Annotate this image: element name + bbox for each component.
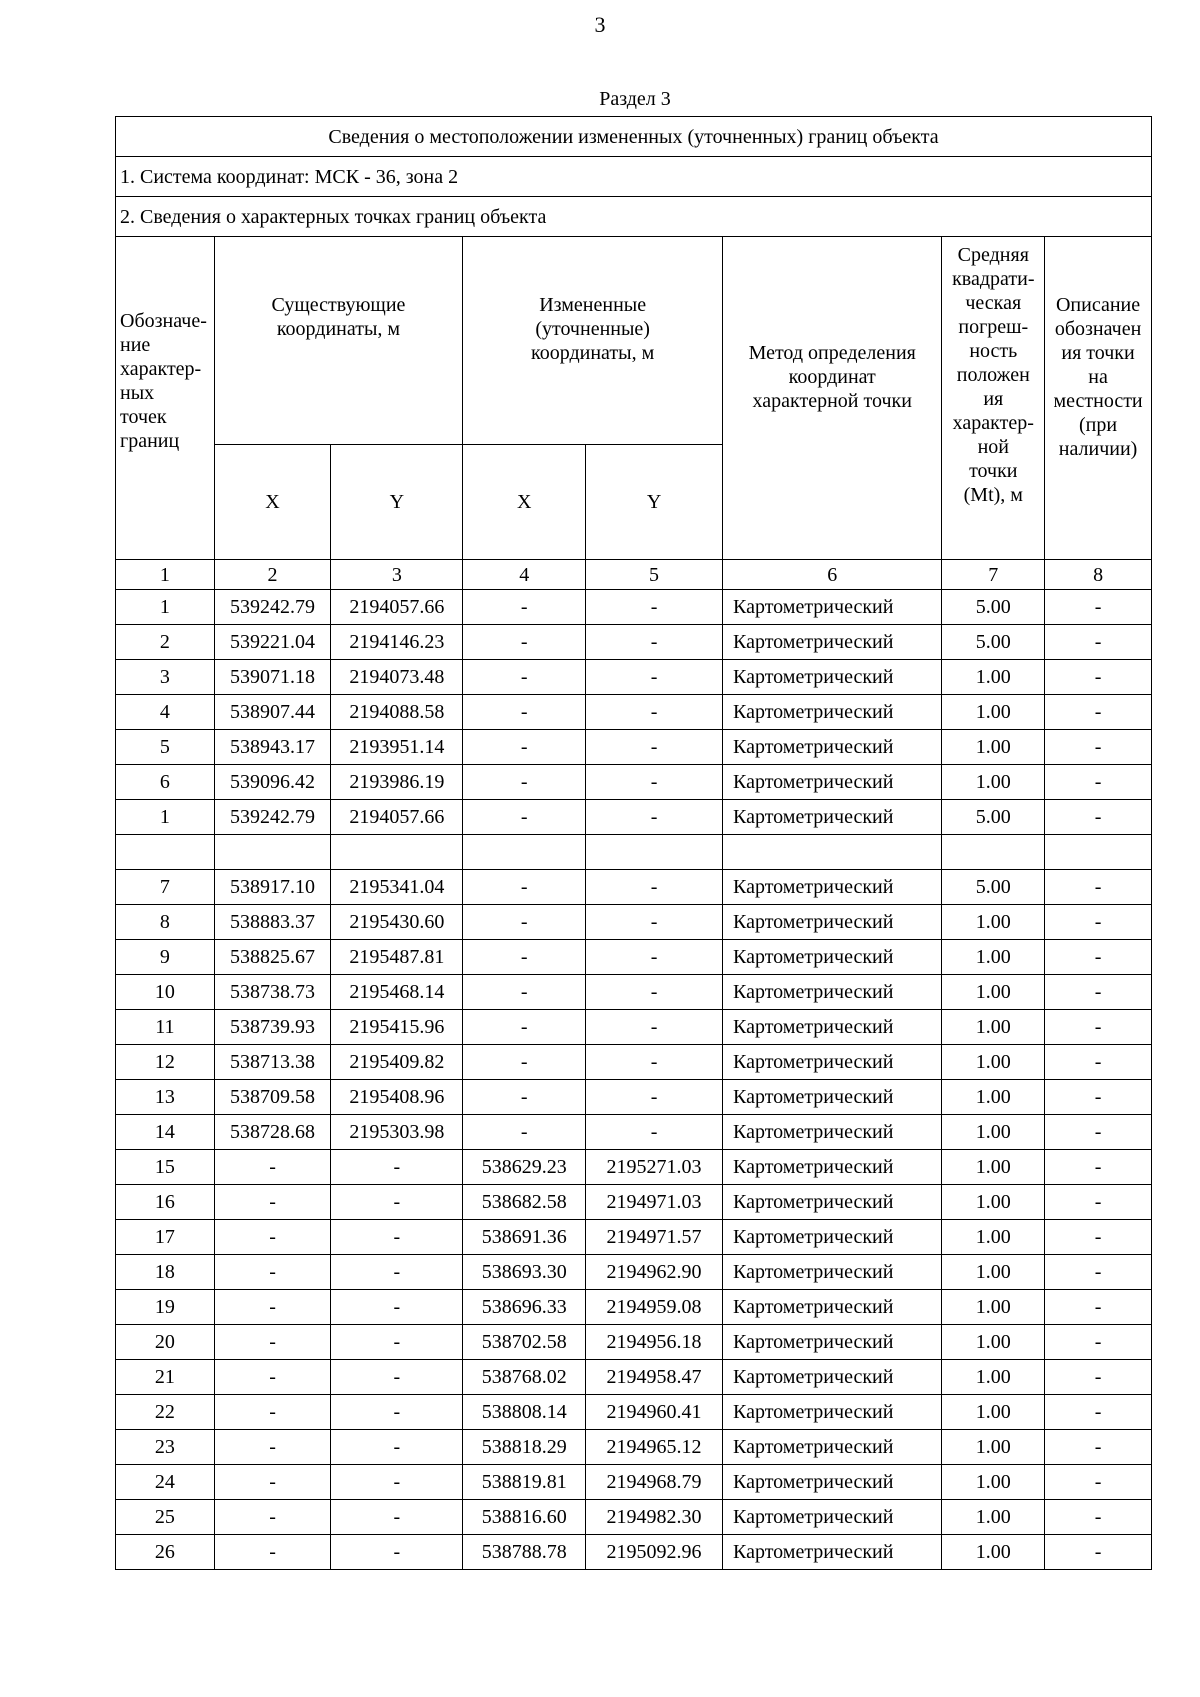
cell-changed-y: - bbox=[586, 695, 723, 730]
cell-existing-x: 539096.42 bbox=[214, 765, 331, 800]
column-number: 8 bbox=[1045, 560, 1152, 590]
cell-changed-y: - bbox=[586, 765, 723, 800]
column-number: 2 bbox=[214, 560, 331, 590]
cell-existing-y: 2195487.81 bbox=[331, 940, 463, 975]
cell-changed-x: 538788.78 bbox=[463, 1535, 586, 1570]
table-row bbox=[116, 1465, 1152, 1500]
cell-accuracy: 1.00 bbox=[942, 940, 1045, 975]
cell-accuracy: 1.00 bbox=[942, 1535, 1045, 1570]
table-title: Сведения о местоположении измененных (уточненных) границ объекта bbox=[116, 117, 1152, 157]
cell-accuracy: 1.00 bbox=[942, 1290, 1045, 1325]
cell-changed-y: - bbox=[586, 975, 723, 1010]
cell-existing-y: 2194057.66 bbox=[331, 800, 463, 835]
cell-existing-x: 538709.58 bbox=[214, 1080, 331, 1115]
cell-changed-y: 2195271.03 bbox=[586, 1150, 723, 1185]
header-method: Метод определения координат характерной точки bbox=[723, 237, 942, 560]
column-numbers-row bbox=[116, 560, 1152, 590]
column-number: 1 bbox=[116, 560, 215, 590]
cell-existing-y: 2195415.96 bbox=[331, 1010, 463, 1045]
cell-accuracy: 1.00 bbox=[942, 1430, 1045, 1465]
cell-point-id: 17 bbox=[116, 1220, 215, 1255]
cell-point-id: 18 bbox=[116, 1255, 215, 1290]
cell-changed-y: - bbox=[586, 1115, 723, 1150]
cell-point-id: 4 bbox=[116, 695, 215, 730]
cell-accuracy: 1.00 bbox=[942, 1465, 1045, 1500]
cell-existing-x: 538917.10 bbox=[214, 870, 331, 905]
cell-changed-y: 2194960.41 bbox=[586, 1395, 723, 1430]
cell-point-id: 23 bbox=[116, 1430, 215, 1465]
cell-description: - bbox=[1045, 1220, 1152, 1255]
header-existing-coordinates: Существующие координаты, м bbox=[214, 237, 463, 445]
cell-changed-x: 538693.30 bbox=[463, 1255, 586, 1290]
coordinate-system: 1. Система координат: МСК - 36, зона 2 bbox=[116, 157, 1152, 197]
cell-accuracy: 1.00 bbox=[942, 695, 1045, 730]
cell-existing-y: 2194073.48 bbox=[331, 660, 463, 695]
cell-existing-x: 538825.67 bbox=[214, 940, 331, 975]
table-row bbox=[116, 660, 1152, 695]
cell-existing-x: - bbox=[214, 1325, 331, 1360]
cell-changed-y: - bbox=[586, 1080, 723, 1115]
cell-existing-x: - bbox=[214, 1290, 331, 1325]
table-row bbox=[116, 1045, 1152, 1080]
cell-description: - bbox=[1045, 660, 1152, 695]
cell-method bbox=[723, 835, 942, 870]
cell-changed-x: 538768.02 bbox=[463, 1360, 586, 1395]
cell-method: Картометрический bbox=[723, 800, 942, 835]
table-row bbox=[116, 1185, 1152, 1220]
cell-description: - bbox=[1045, 870, 1152, 905]
cell-existing-y: - bbox=[331, 1430, 463, 1465]
cell-existing-x: - bbox=[214, 1360, 331, 1395]
column-number: 4 bbox=[463, 560, 586, 590]
cell-accuracy: 1.00 bbox=[942, 1220, 1045, 1255]
cell-description: - bbox=[1045, 1185, 1152, 1220]
cell-method: Картометрический bbox=[723, 1150, 942, 1185]
table-row bbox=[116, 905, 1152, 940]
table-row bbox=[116, 800, 1152, 835]
cell-accuracy: 1.00 bbox=[942, 1500, 1045, 1535]
header-changed-coordinates: Измененные (уточненные) координаты, м bbox=[463, 237, 723, 445]
cell-accuracy: 5.00 bbox=[942, 625, 1045, 660]
cell-existing-y: 2195409.82 bbox=[331, 1045, 463, 1080]
table-row bbox=[116, 1080, 1152, 1115]
header-point-designation: Обозначе- ние характер- ных точек границ bbox=[116, 237, 215, 560]
column-number: 7 bbox=[942, 560, 1045, 590]
column-number: 3 bbox=[331, 560, 463, 590]
cell-changed-x: - bbox=[463, 625, 586, 660]
cell-accuracy: 5.00 bbox=[942, 870, 1045, 905]
cell-method: Картометрический bbox=[723, 695, 942, 730]
cell-point-id: 9 bbox=[116, 940, 215, 975]
cell-description: - bbox=[1045, 765, 1152, 800]
table-row bbox=[116, 1500, 1152, 1535]
cell-method: Картометрический bbox=[723, 940, 942, 975]
cell-method: Картометрический bbox=[723, 1185, 942, 1220]
cell-existing-y: 2195303.98 bbox=[331, 1115, 463, 1150]
cell-description: - bbox=[1045, 1150, 1152, 1185]
cell-changed-y: - bbox=[586, 625, 723, 660]
table-row bbox=[116, 870, 1152, 905]
table-row bbox=[116, 835, 1152, 870]
cell-existing-x: 539221.04 bbox=[214, 625, 331, 660]
cell-changed-y: 2194959.08 bbox=[586, 1290, 723, 1325]
cell-changed-y: - bbox=[586, 1045, 723, 1080]
cell-existing-y: 2195430.60 bbox=[331, 905, 463, 940]
table-row bbox=[116, 765, 1152, 800]
cell-description: - bbox=[1045, 695, 1152, 730]
cell-existing-y: - bbox=[331, 1255, 463, 1290]
cell-existing-x: - bbox=[214, 1150, 331, 1185]
boundary-points-table bbox=[115, 116, 1152, 1570]
cell-changed-x: 538629.23 bbox=[463, 1150, 586, 1185]
cell-existing-x: 538943.17 bbox=[214, 730, 331, 765]
cell-method: Картометрический bbox=[723, 1115, 942, 1150]
header-accuracy: Средняя квадрати- ческая погреш- ность положен ия характер- ной точки (Mt), м bbox=[942, 237, 1045, 560]
cell-method: Картометрический bbox=[723, 905, 942, 940]
cell-point-id: 8 bbox=[116, 905, 215, 940]
cell-point-id: 12 bbox=[116, 1045, 215, 1080]
table-row bbox=[116, 695, 1152, 730]
cell-existing-x: 539242.79 bbox=[214, 800, 331, 835]
cell-method: Картометрический bbox=[723, 730, 942, 765]
header-existing-x: X bbox=[214, 445, 331, 560]
header-existing-y: Y bbox=[331, 445, 463, 560]
table-row bbox=[116, 625, 1152, 660]
cell-description: - bbox=[1045, 625, 1152, 660]
cell-accuracy: 5.00 bbox=[942, 800, 1045, 835]
cell-changed-x: 538702.58 bbox=[463, 1325, 586, 1360]
cell-changed-y: - bbox=[586, 730, 723, 765]
table-row bbox=[116, 1290, 1152, 1325]
cell-method: Картометрический bbox=[723, 1465, 942, 1500]
table-row bbox=[116, 1430, 1152, 1465]
cell-changed-x: 538682.58 bbox=[463, 1185, 586, 1220]
cell-method: Картометрический bbox=[723, 765, 942, 800]
cell-description: - bbox=[1045, 1360, 1152, 1395]
cell-accuracy: 1.00 bbox=[942, 1150, 1045, 1185]
cell-changed-y: - bbox=[586, 590, 723, 625]
cell-existing-x: 538907.44 bbox=[214, 695, 331, 730]
cell-method: Картометрический bbox=[723, 1360, 942, 1395]
cell-point-id: 20 bbox=[116, 1325, 215, 1360]
table-row bbox=[116, 1010, 1152, 1045]
cell-point-id: 14 bbox=[116, 1115, 215, 1150]
cell-description: - bbox=[1045, 1395, 1152, 1430]
cell-accuracy: 1.00 bbox=[942, 1255, 1045, 1290]
cell-point-id: 16 bbox=[116, 1185, 215, 1220]
cell-changed-x: - bbox=[463, 940, 586, 975]
cell-existing-x: 538728.68 bbox=[214, 1115, 331, 1150]
cell-changed-x: 538696.33 bbox=[463, 1290, 586, 1325]
header-changed-x: X bbox=[463, 445, 586, 560]
cell-point-id: 7 bbox=[116, 870, 215, 905]
cell-point-id: 6 bbox=[116, 765, 215, 800]
cell-method: Картометрический bbox=[723, 1430, 942, 1465]
cell-changed-x: - bbox=[463, 660, 586, 695]
cell-existing-y: - bbox=[331, 1325, 463, 1360]
cell-changed-y: 2194956.18 bbox=[586, 1325, 723, 1360]
cell-existing-y: 2193986.19 bbox=[331, 765, 463, 800]
cell-method: Картометрический bbox=[723, 625, 942, 660]
cell-existing-y bbox=[331, 835, 463, 870]
cell-description: - bbox=[1045, 590, 1152, 625]
cell-existing-x: - bbox=[214, 1255, 331, 1290]
cell-existing-y: - bbox=[331, 1150, 463, 1185]
cell-description: - bbox=[1045, 1500, 1152, 1535]
cell-changed-x: - bbox=[463, 905, 586, 940]
cell-point-id: 15 bbox=[116, 1150, 215, 1185]
cell-existing-x: 539071.18 bbox=[214, 660, 331, 695]
cell-changed-x: - bbox=[463, 1010, 586, 1045]
cell-changed-y: 2194971.03 bbox=[586, 1185, 723, 1220]
cell-method: Картометрический bbox=[723, 660, 942, 695]
cell-point-id: 26 bbox=[116, 1535, 215, 1570]
section-label: Раздел 3 bbox=[599, 88, 671, 110]
cell-method: Картометрический bbox=[723, 1395, 942, 1430]
cell-point-id: 3 bbox=[116, 660, 215, 695]
cell-accuracy: 1.00 bbox=[942, 765, 1045, 800]
cell-changed-x: 538818.29 bbox=[463, 1430, 586, 1465]
cell-point-id: 1 bbox=[116, 800, 215, 835]
cell-description: - bbox=[1045, 730, 1152, 765]
cell-existing-x: - bbox=[214, 1500, 331, 1535]
table-row bbox=[116, 1395, 1152, 1430]
cell-changed-y: - bbox=[586, 660, 723, 695]
cell-changed-x: - bbox=[463, 1045, 586, 1080]
cell-point-id: 2 bbox=[116, 625, 215, 660]
cell-existing-y: 2194057.66 bbox=[331, 590, 463, 625]
cell-changed-x: - bbox=[463, 730, 586, 765]
cell-accuracy: 1.00 bbox=[942, 1010, 1045, 1045]
cell-description bbox=[1045, 835, 1152, 870]
cell-accuracy: 1.00 bbox=[942, 1325, 1045, 1360]
cell-changed-x: 538816.60 bbox=[463, 1500, 586, 1535]
cell-changed-y: 2194982.30 bbox=[586, 1500, 723, 1535]
points-heading: 2. Сведения о характерных точках границ объекта bbox=[116, 197, 1152, 237]
cell-point-id: 25 bbox=[116, 1500, 215, 1535]
cell-description: - bbox=[1045, 940, 1152, 975]
cell-accuracy: 1.00 bbox=[942, 1360, 1045, 1395]
cell-accuracy: 1.00 bbox=[942, 1045, 1045, 1080]
table-row bbox=[116, 1535, 1152, 1570]
cell-description: - bbox=[1045, 905, 1152, 940]
table-row bbox=[116, 1325, 1152, 1360]
cell-existing-y: 2195408.96 bbox=[331, 1080, 463, 1115]
cell-method: Картометрический bbox=[723, 1220, 942, 1255]
cell-changed-x: 538819.81 bbox=[463, 1465, 586, 1500]
table-row bbox=[116, 940, 1152, 975]
table-row bbox=[116, 1255, 1152, 1290]
cell-method: Картометрический bbox=[723, 870, 942, 905]
cell-method: Картометрический bbox=[723, 590, 942, 625]
cell-existing-y: 2195341.04 bbox=[331, 870, 463, 905]
header-changed-y: Y bbox=[586, 445, 723, 560]
cell-existing-y: - bbox=[331, 1290, 463, 1325]
cell-changed-y: - bbox=[586, 870, 723, 905]
cell-existing-x: - bbox=[214, 1220, 331, 1255]
cell-accuracy: 5.00 bbox=[942, 590, 1045, 625]
cell-accuracy bbox=[942, 835, 1045, 870]
cell-existing-x bbox=[214, 835, 331, 870]
cell-changed-y: 2194965.12 bbox=[586, 1430, 723, 1465]
cell-point-id: 13 bbox=[116, 1080, 215, 1115]
cell-existing-y: 2194088.58 bbox=[331, 695, 463, 730]
cell-description: - bbox=[1045, 1325, 1152, 1360]
cell-existing-y: 2193951.14 bbox=[331, 730, 463, 765]
cell-existing-x: - bbox=[214, 1465, 331, 1500]
cell-description: - bbox=[1045, 1535, 1152, 1570]
cell-changed-y: 2194968.79 bbox=[586, 1465, 723, 1500]
cell-existing-y: - bbox=[331, 1220, 463, 1255]
cell-accuracy: 1.00 bbox=[942, 905, 1045, 940]
cell-method: Картометрический bbox=[723, 1080, 942, 1115]
column-number: 5 bbox=[586, 560, 723, 590]
cell-existing-x: - bbox=[214, 1535, 331, 1570]
cell-changed-y: 2194971.57 bbox=[586, 1220, 723, 1255]
cell-method: Картометрический bbox=[723, 1010, 942, 1045]
cell-changed-y: 2195092.96 bbox=[586, 1535, 723, 1570]
cell-method: Картометрический bbox=[723, 1255, 942, 1290]
cell-existing-y: 2195468.14 bbox=[331, 975, 463, 1010]
cell-existing-x: 539242.79 bbox=[214, 590, 331, 625]
cell-accuracy: 1.00 bbox=[942, 660, 1045, 695]
table-row bbox=[116, 730, 1152, 765]
cell-point-id: 22 bbox=[116, 1395, 215, 1430]
cell-existing-x: 538739.93 bbox=[214, 1010, 331, 1045]
header-description: Описание обозначен ия точки на местности (при наличии) bbox=[1045, 237, 1152, 560]
cell-description: - bbox=[1045, 1465, 1152, 1500]
table-row bbox=[116, 1220, 1152, 1255]
cell-existing-y: - bbox=[331, 1535, 463, 1570]
cell-existing-y: 2194146.23 bbox=[331, 625, 463, 660]
table-row bbox=[116, 1150, 1152, 1185]
cell-changed-x: 538808.14 bbox=[463, 1395, 586, 1430]
cell-accuracy: 1.00 bbox=[942, 1080, 1045, 1115]
cell-accuracy: 1.00 bbox=[942, 1115, 1045, 1150]
cell-method: Картометрический bbox=[723, 1290, 942, 1325]
cell-changed-y bbox=[586, 835, 723, 870]
cell-changed-y: - bbox=[586, 905, 723, 940]
table-row bbox=[116, 1360, 1152, 1395]
cell-point-id bbox=[116, 835, 215, 870]
cell-method: Картометрический bbox=[723, 975, 942, 1010]
cell-existing-y: - bbox=[331, 1360, 463, 1395]
cell-method: Картометрический bbox=[723, 1325, 942, 1360]
cell-existing-y: - bbox=[331, 1500, 463, 1535]
cell-point-id: 5 bbox=[116, 730, 215, 765]
cell-changed-x: - bbox=[463, 695, 586, 730]
cell-description: - bbox=[1045, 1290, 1152, 1325]
cell-accuracy: 1.00 bbox=[942, 1395, 1045, 1430]
cell-changed-y: 2194962.90 bbox=[586, 1255, 723, 1290]
cell-accuracy: 1.00 bbox=[942, 730, 1045, 765]
column-number: 6 bbox=[723, 560, 942, 590]
cell-changed-x: - bbox=[463, 590, 586, 625]
cell-accuracy: 1.00 bbox=[942, 1185, 1045, 1220]
cell-changed-y: 2194958.47 bbox=[586, 1360, 723, 1395]
cell-existing-x: 538713.38 bbox=[214, 1045, 331, 1080]
cell-existing-x: 538883.37 bbox=[214, 905, 331, 940]
cell-point-id: 10 bbox=[116, 975, 215, 1010]
cell-description: - bbox=[1045, 1430, 1152, 1465]
cell-changed-x: - bbox=[463, 800, 586, 835]
cell-changed-x: - bbox=[463, 975, 586, 1010]
table-row bbox=[116, 975, 1152, 1010]
cell-description: - bbox=[1045, 1255, 1152, 1290]
cell-existing-x: - bbox=[214, 1185, 331, 1220]
cell-point-id: 21 bbox=[116, 1360, 215, 1395]
table-row bbox=[116, 590, 1152, 625]
cell-existing-x: - bbox=[214, 1395, 331, 1430]
cell-description: - bbox=[1045, 975, 1152, 1010]
cell-description: - bbox=[1045, 1115, 1152, 1150]
cell-changed-x: - bbox=[463, 1080, 586, 1115]
cell-point-id: 1 bbox=[116, 590, 215, 625]
cell-point-id: 19 bbox=[116, 1290, 215, 1325]
cell-existing-x: 538738.73 bbox=[214, 975, 331, 1010]
cell-point-id: 11 bbox=[116, 1010, 215, 1045]
cell-existing-y: - bbox=[331, 1185, 463, 1220]
cell-method: Картометрический bbox=[723, 1535, 942, 1570]
cell-point-id: 24 bbox=[116, 1465, 215, 1500]
cell-accuracy: 1.00 bbox=[942, 975, 1045, 1010]
cell-method: Картометрический bbox=[723, 1045, 942, 1080]
cell-existing-y: - bbox=[331, 1465, 463, 1500]
cell-changed-y: - bbox=[586, 1010, 723, 1045]
cell-existing-x: - bbox=[214, 1430, 331, 1465]
cell-description: - bbox=[1045, 1080, 1152, 1115]
cell-description: - bbox=[1045, 1045, 1152, 1080]
cell-changed-y: - bbox=[586, 800, 723, 835]
cell-changed-y: - bbox=[586, 940, 723, 975]
table-row bbox=[116, 1115, 1152, 1150]
cell-existing-y: - bbox=[331, 1395, 463, 1430]
cell-changed-x: - bbox=[463, 870, 586, 905]
cell-changed-x: - bbox=[463, 1115, 586, 1150]
cell-description: - bbox=[1045, 800, 1152, 835]
cell-description: - bbox=[1045, 1010, 1152, 1045]
cell-changed-x: - bbox=[463, 765, 586, 800]
page-number: 3 bbox=[594, 12, 606, 37]
cell-changed-x bbox=[463, 835, 586, 870]
cell-method: Картометрический bbox=[723, 1500, 942, 1535]
cell-changed-x: 538691.36 bbox=[463, 1220, 586, 1255]
